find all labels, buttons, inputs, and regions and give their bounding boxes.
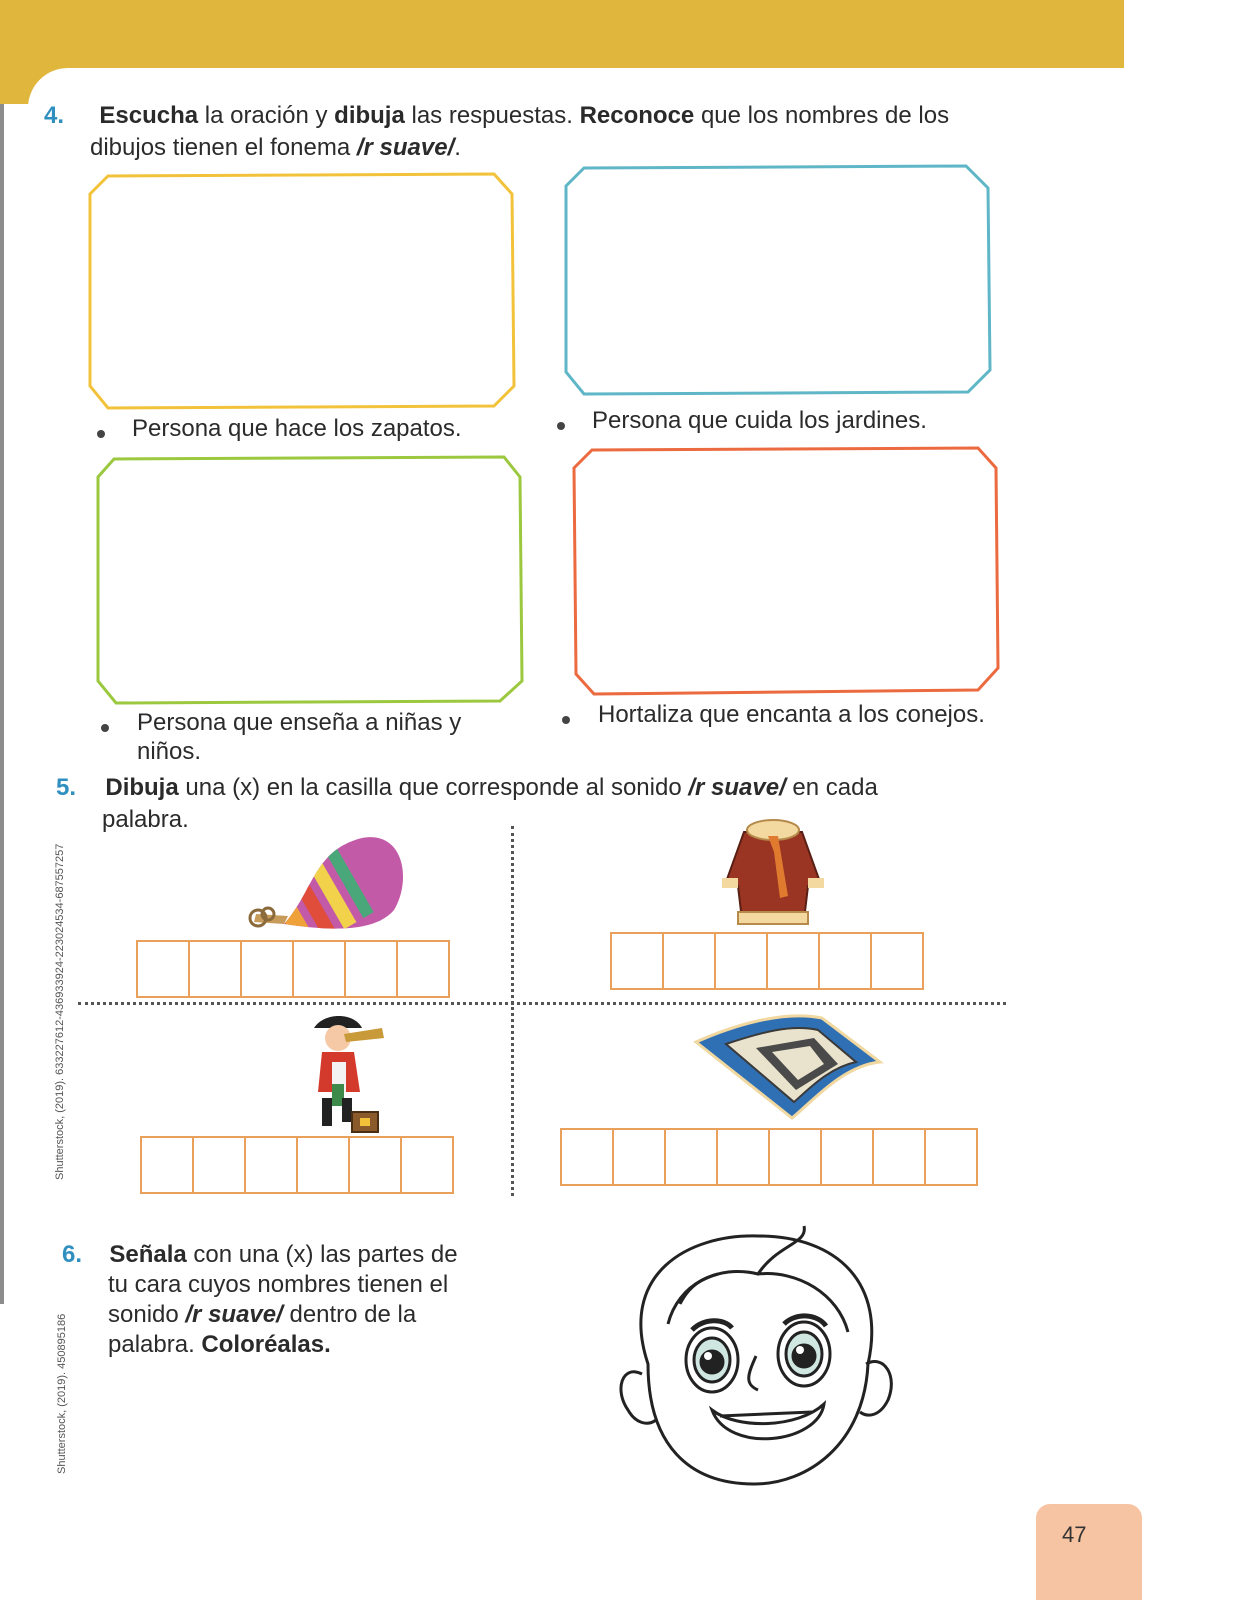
drawing-box-4[interactable] [570, 446, 1000, 696]
boy-face-icon[interactable] [608, 1214, 904, 1492]
image-credit-1: Shutterstock, (2019). 633227612-436933924-223024534-687557257 [54, 843, 66, 1180]
exercise-number: 5. [56, 774, 77, 801]
scan-edge [0, 104, 4, 1304]
exercise-number: 6. [62, 1241, 83, 1268]
letter-box[interactable] [664, 1128, 718, 1186]
letter-box[interactable] [924, 1128, 978, 1186]
pirate-icon [304, 1012, 390, 1136]
carpet-icon [692, 1006, 884, 1122]
bullet [557, 422, 565, 430]
letter-box[interactable] [400, 1136, 454, 1194]
exercise-5-instruction: 5. Dibuja una (x) en la casilla que corresponde al sonido /r suave/ en cada palabra. [56, 774, 878, 833]
drawing-box-2[interactable] [562, 164, 992, 396]
letter-box[interactable] [140, 1136, 194, 1194]
divider-vertical [511, 826, 514, 1196]
bullet [562, 716, 570, 724]
letter-box[interactable] [872, 1128, 926, 1186]
letter-box[interactable] [818, 932, 872, 990]
letter-box[interactable] [766, 932, 820, 990]
letter-box[interactable] [714, 932, 768, 990]
caption-2: Persona que cuida los jardines. [592, 407, 927, 434]
bullet [97, 430, 105, 438]
letter-boxes-1[interactable] [136, 940, 450, 998]
image-credit-2: Shutterstock, (2019). 450895186 [56, 1313, 68, 1474]
phoneme: /r suave/ [356, 134, 455, 161]
letter-box[interactable] [768, 1128, 822, 1186]
drawing-box-3[interactable] [94, 455, 524, 705]
drawing-box-1[interactable] [86, 172, 516, 410]
letter-box[interactable] [870, 932, 924, 990]
phoneme: /r suave/ [185, 1301, 283, 1328]
caption-1: Persona que hace los zapatos. [132, 415, 462, 442]
letter-box[interactable] [820, 1128, 874, 1186]
letter-box[interactable] [192, 1136, 246, 1194]
coat-icon [716, 812, 830, 928]
exercise-4-instruction: 4. Escucha la oración y dibuja las respuestas. Reconoce que los nombres de los dibujos tienen el fonema /r suave/. [44, 102, 950, 161]
letter-box[interactable] [344, 940, 398, 998]
page-number: 47 [1062, 1522, 1087, 1547]
letter-box[interactable] [662, 932, 716, 990]
letter-box[interactable] [188, 940, 242, 998]
caption-4: Hortaliza que encanta a los conejos. [598, 701, 985, 728]
exercise-number: 4. [44, 102, 65, 129]
letter-box[interactable] [244, 1136, 298, 1194]
letter-box[interactable] [136, 940, 190, 998]
caption-3-cont: niños. [137, 738, 202, 765]
bullet [101, 724, 109, 732]
divider-horizontal [78, 1002, 1006, 1005]
letter-box[interactable] [240, 940, 294, 998]
letter-box[interactable] [716, 1128, 770, 1186]
letter-box[interactable] [292, 940, 346, 998]
letter-box[interactable] [296, 1136, 350, 1194]
letter-box[interactable] [348, 1136, 402, 1194]
letter-boxes-2[interactable] [610, 932, 924, 990]
spinning-top-icon [244, 830, 412, 934]
letter-box[interactable] [610, 932, 664, 990]
letter-box[interactable] [560, 1128, 614, 1186]
phoneme: /r suave/ [688, 774, 786, 801]
letter-boxes-3[interactable] [140, 1136, 454, 1194]
letter-box[interactable] [612, 1128, 666, 1186]
page-number-tab [1036, 1504, 1142, 1600]
exercise-6-instruction: 6. Señala con una (x) las partes de tu cara cuyos nombres tienen el sonido /r suave/ dentro de la palabra. Coloréalas. [62, 1241, 458, 1358]
caption-3: Persona que enseña a niñas y [137, 709, 462, 736]
letter-boxes-4[interactable] [560, 1128, 978, 1186]
letter-box[interactable] [396, 940, 450, 998]
